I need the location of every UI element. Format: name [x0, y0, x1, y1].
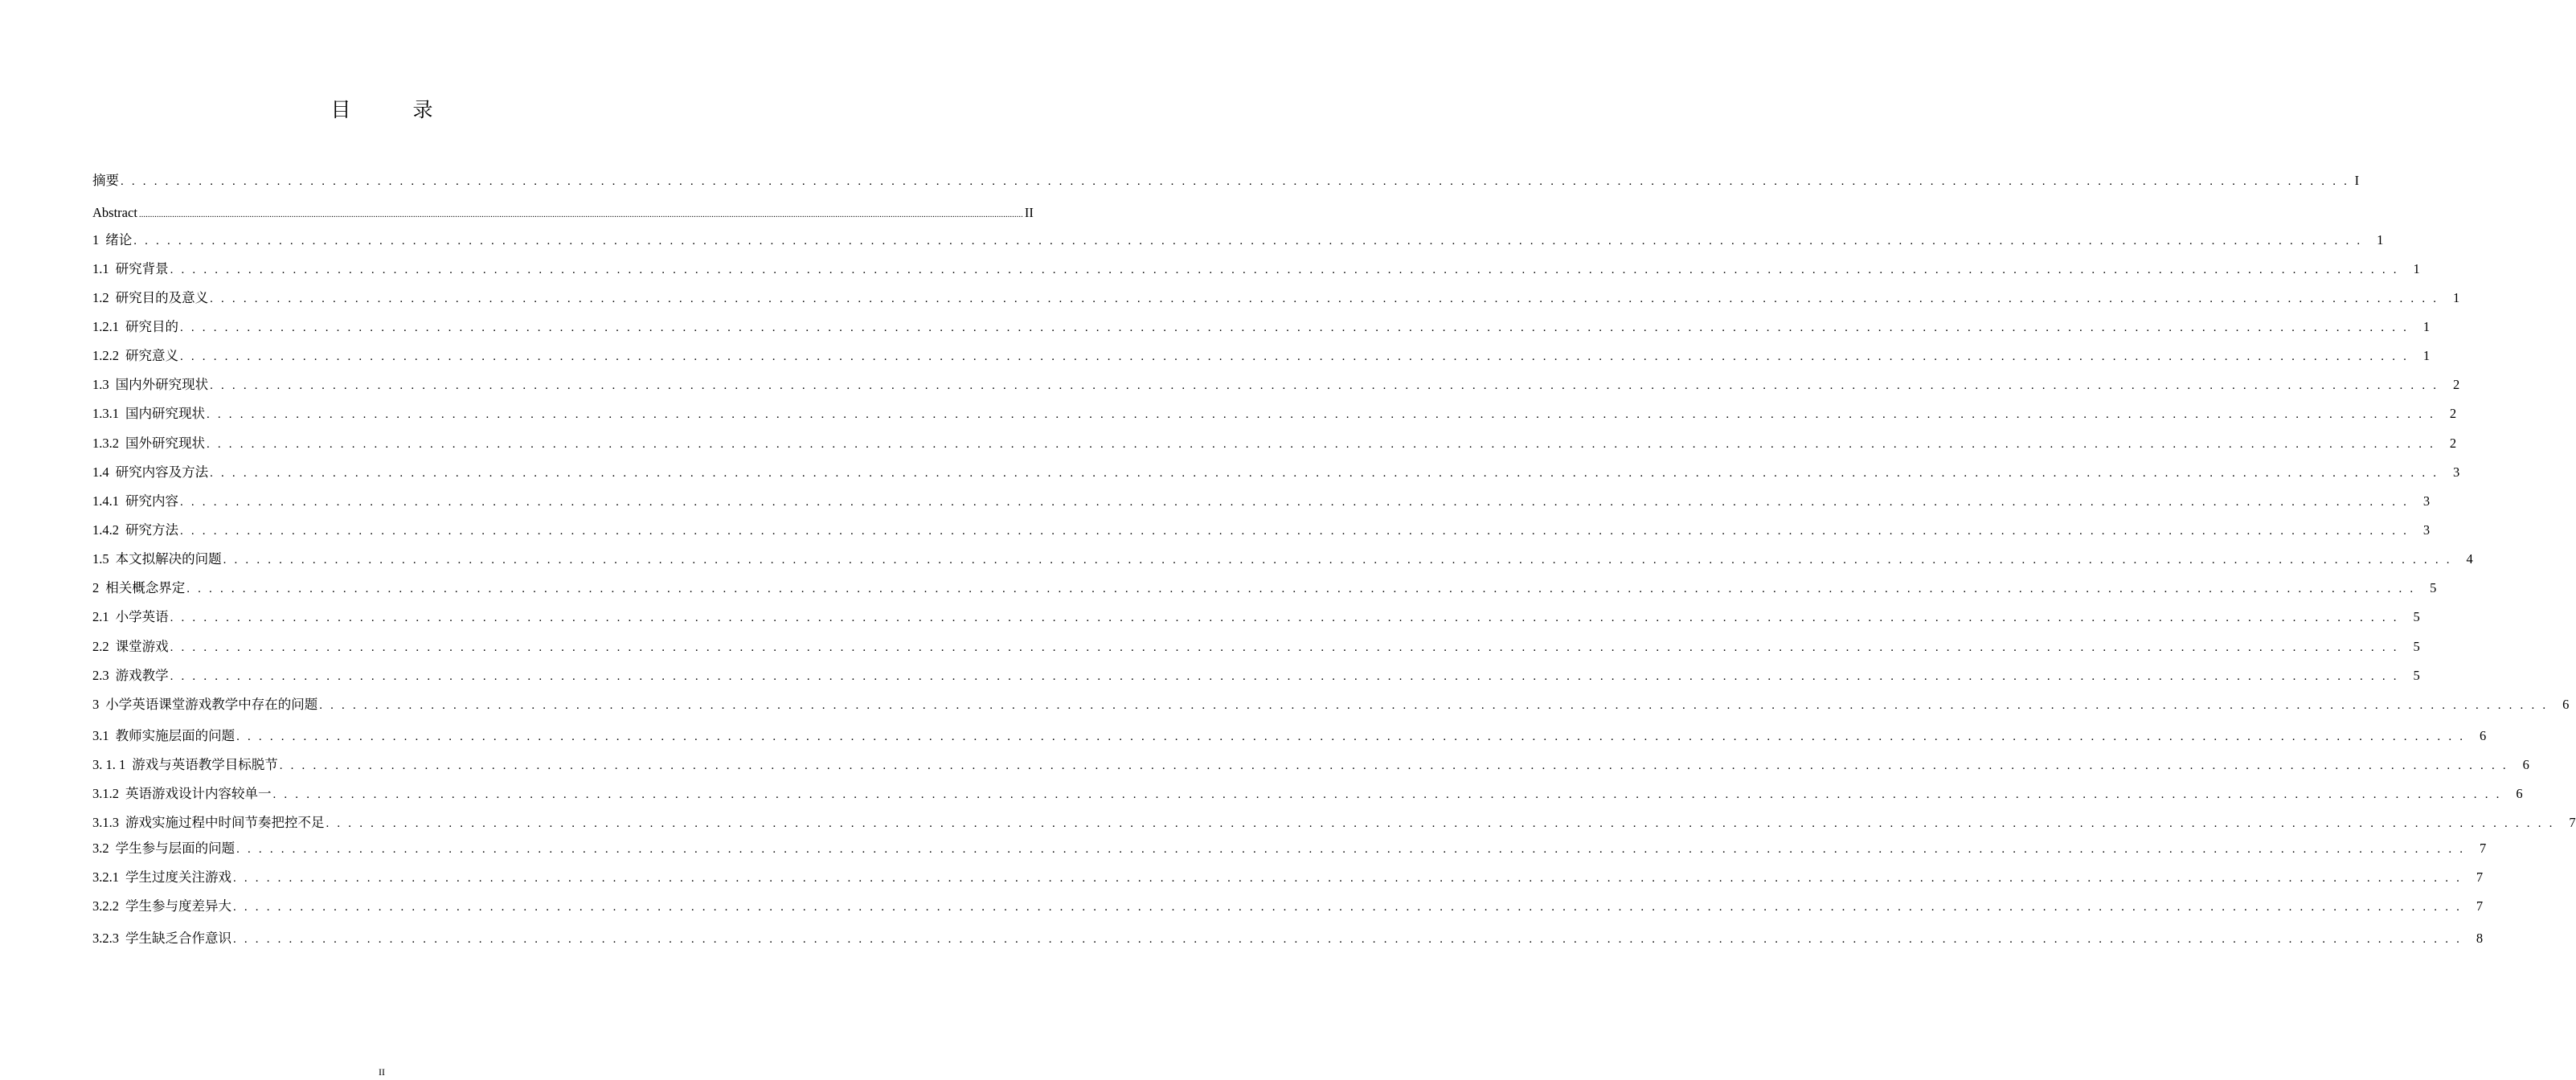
toc-entry-text: Abstract [92, 205, 137, 220]
toc-entry-label [92, 171, 119, 190]
toc-entry-text: 课堂游戏 [115, 639, 169, 654]
toc-entry-text: 学生参与层面的问题 [115, 841, 235, 856]
toc-entry-label [92, 666, 169, 685]
toc-entry-page: 7 [2569, 815, 2576, 830]
toc-entry-text: 学生过度关注游戏 [125, 869, 231, 885]
toc-entry[interactable] [92, 171, 2360, 190]
toc-entry-text: 游戏实施过程中时间节奏把控不足 [125, 815, 325, 830]
toc-entry-number: 1 [92, 232, 100, 248]
toc-dot-leader: . . . . . . . . . . . . . . . . . . . . . . . . . . . . . . . . . . . . . . . . . . . . . . . . . . . . . . . . . . . . . . . . . . . . . . . . . . . . . . . . . . . . . . . . . . . . . . . . . . . . . . . . . . . . . . . . . . . . . . . . . . . . . . . . . . . . . . . . . . . . . . . . . . . . . . . . . . . . . . . . . . . . . . . . . . . . . . . . . . . . . . . . . . . . . . . . . . . . . . . . [170, 612, 2399, 624]
toc-dot-leader: . . . . . . . . . . . . . . . . . . . . . . . . . . . . . . . . . . . . . . . . . . . . . . . . . . . . . . . . . . . . . . . . . . . . . . . . . . . . . . . . . . . . . . . . . . . . . . . . . . . . . . . . . . . . . . . . . . . . . . . . . . . . . . . . . . . . . . . . . . . . . . . . . . . . . . . . . . . . . . . . . . . . . . . . . . . . . . . . . . . . . . . . . . . . . . . . . . . . . . . . [170, 264, 2399, 276]
toc-entry-page: 7 [2479, 841, 2487, 856]
toc-dot-leader: . . . . . . . . . . . . . . . . . . . . . . . . . . . . . . . . . . . . . . . . . . . . . . . . . . . . . . . . . . . . . . . . . . . . . . . . . . . . . . . . . . . . . . . . . . . . . . . . . . . . . . . . . . . . . . . . . . . . . . . . . . . . . . . . . . . . . . . . . . . . . . . . . . . . . . . . . . . . . . . . . . . . . . . . . . . . . . . . . . . . . . . . . . . . . . . . . . . . . . . . [233, 872, 2463, 885]
toc-entry-number: 1.4.2 [92, 522, 119, 538]
toc-entry-text: 研究意义 [125, 348, 178, 363]
toc-entry-label [92, 260, 169, 279]
page-number: II [379, 1066, 385, 1078]
toc-entry[interactable] [92, 317, 2431, 337]
toc-entry-label [92, 897, 231, 916]
toc-entry-text: 英语游戏设计内容较单一 [125, 786, 272, 801]
toc-entry-text: 国内外研究现状 [115, 377, 209, 392]
toc-entry-number: 3.2 [92, 841, 109, 856]
toc-entry-label [92, 726, 235, 746]
toc-entry[interactable] [92, 929, 2484, 948]
toc-entry-page: 6 [2522, 757, 2529, 772]
toc-entry-number: 3.2.3 [92, 931, 119, 946]
toc-entry[interactable] [92, 231, 2384, 250]
toc-entry-label [92, 404, 205, 423]
toc-entry-number: 1.3.1 [92, 406, 119, 421]
toc-entry-label [92, 521, 178, 540]
toc-entry[interactable] [92, 813, 2576, 832]
toc-dot-leader: . . . . . . . . . . . . . . . . . . . . . . . . . . . . . . . . . . . . . . . . . . . . . . . . . . . . . . . . . . . . . . . . . . . . . . . . . . . . . . . . . . . . . . . . . . . . . . . . . . . . . . . . . . . . . . . . . . . . . . . . . . . . . . . . . . . . . . . . . . . . . . . . . . . . . . . . . . . . . . . . . . . . . . . . . . . . . . . . . . . . . . . . . . . . . . . . . . . . . . . . [170, 670, 2399, 683]
toc-dot-leader: . . . . . . . . . . . . . . . . . . . . . . . . . . . . . . . . . . . . . . . . . . . . . . . . . . . . . . . . . . . . . . . . . . . . . . . . . . . . . . . . . . . . . . . . . . . . . . . . . . . . . . . . . . . . . . . . . . . . . . . . . . . . . . . . . . . . . . . . . . . . . . . . . . . . . . . . . . . . . . . . . . . . . . . . . . . . . . . . . . . . . . . . . . . . . . . . . . . . . . . . [180, 525, 2410, 538]
toc-dot-leader: . . . . . . . . . . . . . . . . . . . . . . . . . . . . . . . . . . . . . . . . . . . . . . . . . . . . . . . . . . . . . . . . . . . . . . . . . . . . . . . . . . . . . . . . . . . . . . . . . . . . . . . . . . . . . . . . . . . . . . . . . . . . . . . . . . . . . . . . . . . . . . . . . . . . . . . . . . . . . . . . . . . . . . . . . . . . . . . . . . . . . . . . . . . . . . . . . . . . . . . . [186, 583, 2416, 595]
toc-entry-text: 研究方法 [125, 522, 178, 538]
toc-entry[interactable] [92, 608, 2420, 627]
toc-entry-number: 1.4.1 [92, 493, 119, 509]
toc-entry-label [92, 784, 272, 804]
toc-dot-leader: . . . . . . . . . . . . . . . . . . . . . . . . . . . . . . . . . . . . . . . . . . . . . . . . . . . . . . . . . . . . . . . . . . . . . . . . . . . . . . . . . . . . . . . . . . . . . . . . . . . . . . . . . . . . . . . . . . . . . . . . . . . . . . . . . . . . . . . . . . . . . . . . . . . . . . . . . . . . . . . . . . . . . . . . . . . . . . . . . . . . . . . . . . . . . . . . . . . . . . . . [236, 730, 2466, 743]
toc-entry-number: 1.2 [92, 290, 109, 305]
toc-entry[interactable] [92, 260, 2420, 279]
toc-entry-number: 3.1.3 [92, 815, 119, 830]
toc-entry[interactable] [92, 637, 2420, 657]
toc-dot-leader: . . . . . . . . . . . . . . . . . . . . . . . . . . . . . . . . . . . . . . . . . . . . . . . . . . . . . . . . . . . . . . . . . . . . . . . . . . . . . . . . . . . . . . . . . . . . . . . . . . . . . . . . . . . . . . . . . . . . . . . . . . . . . . . . . . . . . . . . . . . . . . . . . . . . . . . . . . . . . . . . . . . . . . . . . . . . . . . . . . . . . . . . . . . . . . . . . . . . . . . . [279, 759, 2508, 772]
toc-entry-page: 3 [2422, 522, 2431, 538]
toc-entry-label [92, 608, 169, 627]
toc-entry-number: 2.2 [92, 639, 109, 654]
toc-entry[interactable] [92, 521, 2431, 540]
toc-entry-page: 6 [2516, 786, 2523, 801]
toc-dot-leader: . . . . . . . . . . . . . . . . . . . . . . . . . . . . . . . . . . . . . . . . . . . . . . . . . . . . . . . . . . . . . . . . . . . . . . . . . . . . . . . . . . . . . . . . . . . . . . . . . . . . . . . . . . . . . . . . . . . . . . . . . . . . . . . . . . . . . . . . . . . . . . . . . . . . . . . . . . . . . . . . . . . . . . . . . . . . . . . . . . . . . . . . . . . . . . . . . . . . . . . . [207, 408, 2436, 421]
toc-entry-text: 国内研究现状 [125, 406, 205, 421]
toc-entry[interactable] [92, 346, 2431, 366]
toc-entry-label [92, 434, 205, 453]
toc-entry-number: 2.3 [92, 668, 109, 683]
toc-entry[interactable] [92, 463, 2460, 482]
toc-entry-label [92, 929, 231, 948]
toc-entry[interactable] [92, 579, 2437, 598]
toc-entry-label [92, 550, 222, 569]
toc-entry-text: 教师实施层面的问题 [115, 728, 235, 743]
toc-dot-leader: . . . . . . . . . . . . . . . . . . . . . . . . . . . . . . . . . . . . . . . . . . . . . . . . . . . . . . . . . . . . . . . . . . . . . . . . . . . . . . . . . . . . . . . . . . . . . . . . . . . . . . . . . . . . . . . . . . . . . . . . . . . . . . . . . . . . . . . . . . . . . . . . . . . . . . . . . . . . . . . . . . . . . . . . . . . . . . . . . . . . . . . . . . . . . . . . . . . . . . . . [236, 843, 2466, 856]
toc-entry-label [92, 755, 278, 775]
toc-entry-page: 5 [2413, 609, 2420, 624]
toc-entry-page: 2 [2449, 406, 2457, 421]
toc-entry-text: 研究内容及方法 [115, 464, 209, 480]
toc-entry-text: 研究目的及意义 [115, 290, 209, 305]
toc-dot-leader: . . . . . . . . . . . . . . . . . . . . . . . . . . . . . . . . . . . . . . . . . . . . . . . . . . . . . . . . . . . . . . . . . . . . . . . . . . . . . . . . . . . . . . . . . . . . . . . . . . . . . . . . . . . . . . . . . . . . . . . . . . . . . . . . . . . . . . . . . . . . . . . . . . . . . . . . . . . . . . . . . . . . . . . . . . . . . . . . . . . . . . . . . . . . . . . . . . . . . . . . [319, 699, 2549, 712]
toc-entry[interactable] [92, 434, 2457, 453]
toc-entry-page: 1 [2422, 348, 2431, 363]
toc-entry-page: 1 [2377, 232, 2384, 248]
toc-dot-leader: . . . . . . . . . . . . . . . . . . . . . . . . . . . . . . . . . . . . . . . . . . . . . . . . . . . . . . . . . . . . . . . . . . . . . . . . . . . . . . . . . . . . . . . . . . . . . . . . . . . . . . . . . . . . . . . . . . . . . . . . . . . . . . . . . . . . . . . . . . . . . . . . . . . . . . . . . . . . . . . . . . . . . . . . . . . . . . . . . . . . . . . . . . . . . . . . . . . . . . . . [233, 901, 2463, 914]
toc-entry[interactable] [92, 726, 2487, 746]
toc-entry[interactable] [92, 404, 2457, 423]
toc-entry-label [92, 317, 178, 337]
toc-entry-text: 小学英语课堂游戏教学中存在的问题 [105, 697, 318, 712]
toc-entry[interactable] [92, 868, 2484, 887]
toc-entry-page: 1 [2452, 290, 2460, 305]
toc-entry-page: 5 [2413, 668, 2420, 683]
toc-entry-number: 1.2.2 [92, 348, 119, 363]
toc-entry[interactable] [92, 666, 2420, 685]
toc-entry-text: 研究背景 [115, 261, 169, 276]
toc-entry-page: 7 [2476, 898, 2484, 914]
toc-entry[interactable] [92, 839, 2487, 858]
toc-dot-leader: . . . . . . . . . . . . . . . . . . . . . . . . . . . . . . . . . . . . . . . . . . . . . . . . . . . . . . . . . . . . . . . . . . . . . . . . . . . . . . . . . . . . . . . . . . . . . . . . . . . . . . . . . . . . . . . . . . . . . . . . . . . . . . . . . . . . . . . . . . . . . . . . . . . . . . . . . . . . . . . . . . . . . . . . . . . . . . . . . . . . . . . . . . . . . . . . . . . . . . . . [233, 933, 2463, 946]
toc-entry[interactable] [92, 755, 2529, 775]
toc-entry[interactable] [92, 375, 2460, 395]
toc-dot-leader: . . . . . . . . . . . . . . . . . . . . . . . . . . . . . . . . . . . . . . . . . . . . . . . . . . . . . . . . . . . . . . . . . . . . . . . . . . . . . . . . . . . . . . . . . . . . . . . . . . . . . . . . . . . . . . . . . . . . . . . . . . . . . . . . . . . . . . . . . . . . . . . . . . . . . . . . . . . . . . . . . . . . . . . . . . . . . . . . . . . . . . . . . . . . . . . . . . . . . . . . [180, 321, 2410, 334]
toc-entry-page: II [1024, 205, 1034, 220]
toc-dot-leader: . . . . . . . . . . . . . . . . . . . . . . . . . . . . . . . . . . . . . . . . . . . . . . . . . . . . . . . . . . . . . . . . . . . . . . . . . . . . . . . . . . . . . . . . . . . . . . . . . . . . . . . . . . . . . . . . . . . . . . . . . . . . . . . . . . . . . . . . . . . . . . . . . . . . . . . . . . . . . . . . . . . . . . . . . . . . . . . . . . . . . . . . . . . . . . . . . . . . . . . . [326, 817, 2555, 830]
toc-entry-number: 3.2.1 [92, 869, 119, 885]
toc-entry-label [92, 695, 317, 714]
toc-entry-label [92, 868, 231, 887]
toc-entry-page: 6 [2479, 728, 2487, 743]
toc-entry-page: 5 [2413, 639, 2420, 654]
toc-entry[interactable] [92, 203, 1034, 223]
toc-entry-label [92, 463, 208, 482]
toc-entry-text: 研究内容 [125, 493, 178, 509]
toc-entry-page: 8 [2476, 931, 2484, 946]
toc-entry-page: 4 [2466, 551, 2473, 567]
toc-entry[interactable] [92, 288, 2460, 308]
toc-dot-leader: ................................................................................................................................................................................................................................................................................................................................................................................................................ [138, 210, 1023, 219]
toc-dot-leader: . . . . . . . . . . . . . . . . . . . . . . . . . . . . . . . . . . . . . . . . . . . . . . . . . . . . . . . . . . . . . . . . . . . . . . . . . . . . . . . . . . . . . . . . . . . . . . . . . . . . . . . . . . . . . . . . . . . . . . . . . . . . . . . . . . . . . . . . . . . . . . . . . . . . . . . . . . . . . . . . . . . . . . . . . . . . . . . . . . . . . . . . . . . . . . . . . . . . . . . . [272, 788, 2502, 801]
toc-entry-text: 本文拟解决的问题 [115, 551, 222, 567]
toc-entry-number: 1.1 [92, 261, 109, 276]
toc-dot-leader: . . . . . . . . . . . . . . . . . . . . . . . . . . . . . . . . . . . . . . . . . . . . . . . . . . . . . . . . . . . . . . . . . . . . . . . . . . . . . . . . . . . . . . . . . . . . . . . . . . . . . . . . . . . . . . . . . . . . . . . . . . . . . . . . . . . . . . . . . . . . . . . . . . . . . . . . . . . . . . . . . . . . . . . . . . . . . . . . . . . . . . . . . . . . . . . . . . . . . . . . [207, 438, 2436, 451]
toc-entry-label [92, 813, 325, 832]
toc-dot-leader: . . . . . . . . . . . . . . . . . . . . . . . . . . . . . . . . . . . . . . . . . . . . . . . . . . . . . . . . . . . . . . . . . . . . . . . . . . . . . . . . . . . . . . . . . . . . . . . . . . . . . . . . . . . . . . . . . . . . . . . . . . . . . . . . . . . . . . . . . . . . . . . . . . . . . . . . . . . . . . . . . . . . . . . . . . . . . . . . . . . . . . . . . . . . . . . . . . . . . . . . [121, 175, 2350, 188]
toc-entry-text: 国外研究现状 [125, 436, 205, 451]
toc-entry[interactable] [92, 897, 2484, 916]
toc-entry-label [92, 231, 132, 250]
toc-entry[interactable] [92, 550, 2473, 569]
toc-entry-number: 3.1 [92, 728, 109, 743]
toc-dot-leader: . . . . . . . . . . . . . . . . . . . . . . . . . . . . . . . . . . . . . . . . . . . . . . . . . . . . . . . . . . . . . . . . . . . . . . . . . . . . . . . . . . . . . . . . . . . . . . . . . . . . . . . . . . . . . . . . . . . . . . . . . . . . . . . . . . . . . . . . . . . . . . . . . . . . . . . . . . . . . . . . . . . . . . . . . . . . . . . . . . . . . . . . . . . . . . . . . . . . . . . . [170, 641, 2399, 654]
toc-entry-page: 5 [2430, 580, 2437, 595]
toc-entry-label [92, 839, 235, 858]
toc-entry-number: 3.1.2 [92, 786, 119, 801]
toc-entry-text: 相关概念界定 [105, 580, 186, 595]
toc-entry-text: 游戏与英语教学目标脱节 [132, 757, 278, 772]
toc-entry-text: 绪论 [105, 232, 133, 248]
toc-entry-page: 1 [2422, 319, 2431, 334]
toc-entry-number: 1.4 [92, 464, 109, 480]
toc-entry-text: 研究目的 [125, 319, 178, 334]
toc-dot-leader: . . . . . . . . . . . . . . . . . . . . . . . . . . . . . . . . . . . . . . . . . . . . . . . . . . . . . . . . . . . . . . . . . . . . . . . . . . . . . . . . . . . . . . . . . . . . . . . . . . . . . . . . . . . . . . . . . . . . . . . . . . . . . . . . . . . . . . . . . . . . . . . . . . . . . . . . . . . . . . . . . . . . . . . . . . . . . . . . . . . . . . . . . . . . . . . . . . . . . . . . [180, 496, 2410, 509]
toc-dot-leader: . . . . . . . . . . . . . . . . . . . . . . . . . . . . . . . . . . . . . . . . . . . . . . . . . . . . . . . . . . . . . . . . . . . . . . . . . . . . . . . . . . . . . . . . . . . . . . . . . . . . . . . . . . . . . . . . . . . . . . . . . . . . . . . . . . . . . . . . . . . . . . . . . . . . . . . . . . . . . . . . . . . . . . . . . . . . . . . . . . . . . . . . . . . . . . . . . . . . . . . . [223, 554, 2452, 567]
toc-dot-leader: . . . . . . . . . . . . . . . . . . . . . . . . . . . . . . . . . . . . . . . . . . . . . . . . . . . . . . . . . . . . . . . . . . . . . . . . . . . . . . . . . . . . . . . . . . . . . . . . . . . . . . . . . . . . . . . . . . . . . . . . . . . . . . . . . . . . . . . . . . . . . . . . . . . . . . . . . . . . . . . . . . . . . . . . . . . . . . . . . . . . . . . . . . . . . . . . . . . . . . . . [210, 467, 2439, 480]
toc-entry-page: 3 [2422, 493, 2431, 509]
toc-entry[interactable] [92, 784, 2523, 804]
toc-entry-text: 游戏教学 [115, 668, 169, 683]
toc-entry-number: 3 [92, 697, 100, 712]
toc-entry-page: 6 [2562, 697, 2570, 712]
toc-entry-page: 7 [2476, 869, 2484, 885]
toc-entry-number: 1.3 [92, 377, 109, 392]
toc-entry-number: 1.2.1 [92, 319, 119, 334]
toc-entry-page: 2 [2452, 377, 2460, 392]
toc-dot-leader: . . . . . . . . . . . . . . . . . . . . . . . . . . . . . . . . . . . . . . . . . . . . . . . . . . . . . . . . . . . . . . . . . . . . . . . . . . . . . . . . . . . . . . . . . . . . . . . . . . . . . . . . . . . . . . . . . . . . . . . . . . . . . . . . . . . . . . . . . . . . . . . . . . . . . . . . . . . . . . . . . . . . . . . . . . . . . . . . . . . . . . . . . . . . . . . . . . . . . . . . [133, 235, 2363, 248]
toc-entry-text: 学生缺乏合作意识 [125, 931, 231, 946]
toc-dot-leader: . . . . . . . . . . . . . . . . . . . . . . . . . . . . . . . . . . . . . . . . . . . . . . . . . . . . . . . . . . . . . . . . . . . . . . . . . . . . . . . . . . . . . . . . . . . . . . . . . . . . . . . . . . . . . . . . . . . . . . . . . . . . . . . . . . . . . . . . . . . . . . . . . . . . . . . . . . . . . . . . . . . . . . . . . . . . . . . . . . . . . . . . . . . . . . . . . . . . . . . . [180, 350, 2410, 363]
toc-entry-page: 3 [2452, 464, 2460, 480]
toc-entry-label [92, 288, 208, 308]
toc-dot-leader: . . . . . . . . . . . . . . . . . . . . . . . . . . . . . . . . . . . . . . . . . . . . . . . . . . . . . . . . . . . . . . . . . . . . . . . . . . . . . . . . . . . . . . . . . . . . . . . . . . . . . . . . . . . . . . . . . . . . . . . . . . . . . . . . . . . . . . . . . . . . . . . . . . . . . . . . . . . . . . . . . . . . . . . . . . . . . . . . . . . . . . . . . . . . . . . . . . . . . . . . [210, 379, 2439, 392]
toc-entry-label [92, 346, 178, 366]
toc-entry-number: 3. 1. 1 [92, 757, 126, 772]
toc-entry[interactable] [92, 695, 2570, 714]
toc-entry-label [92, 579, 185, 598]
toc-entry-text: 摘要 [92, 173, 119, 188]
toc-entry-label [92, 637, 169, 657]
toc-entry-number: 3.2.2 [92, 898, 119, 914]
toc-entry-text: 学生参与度差异大 [125, 898, 231, 914]
page-title: 目 录 [330, 100, 454, 121]
toc-entry[interactable] [92, 492, 2431, 511]
toc-entry-number: 2 [92, 580, 100, 595]
toc-entry-label [92, 203, 137, 223]
toc-entry-number: 1.3.2 [92, 436, 119, 451]
toc-entry-label [92, 375, 208, 395]
toc-entry-page: I [2354, 173, 2360, 188]
toc-entry-number: 2.1 [92, 609, 109, 624]
toc-entry-text: 小学英语 [115, 609, 169, 624]
toc-entry-number: 1.5 [92, 551, 109, 567]
toc-dot-leader: . . . . . . . . . . . . . . . . . . . . . . . . . . . . . . . . . . . . . . . . . . . . . . . . . . . . . . . . . . . . . . . . . . . . . . . . . . . . . . . . . . . . . . . . . . . . . . . . . . . . . . . . . . . . . . . . . . . . . . . . . . . . . . . . . . . . . . . . . . . . . . . . . . . . . . . . . . . . . . . . . . . . . . . . . . . . . . . . . . . . . . . . . . . . . . . . . . . . . . . . [210, 292, 2439, 305]
toc-entry-page: 1 [2413, 261, 2420, 276]
toc-entry-page: 2 [2449, 436, 2457, 451]
toc-entry-label [92, 492, 178, 511]
